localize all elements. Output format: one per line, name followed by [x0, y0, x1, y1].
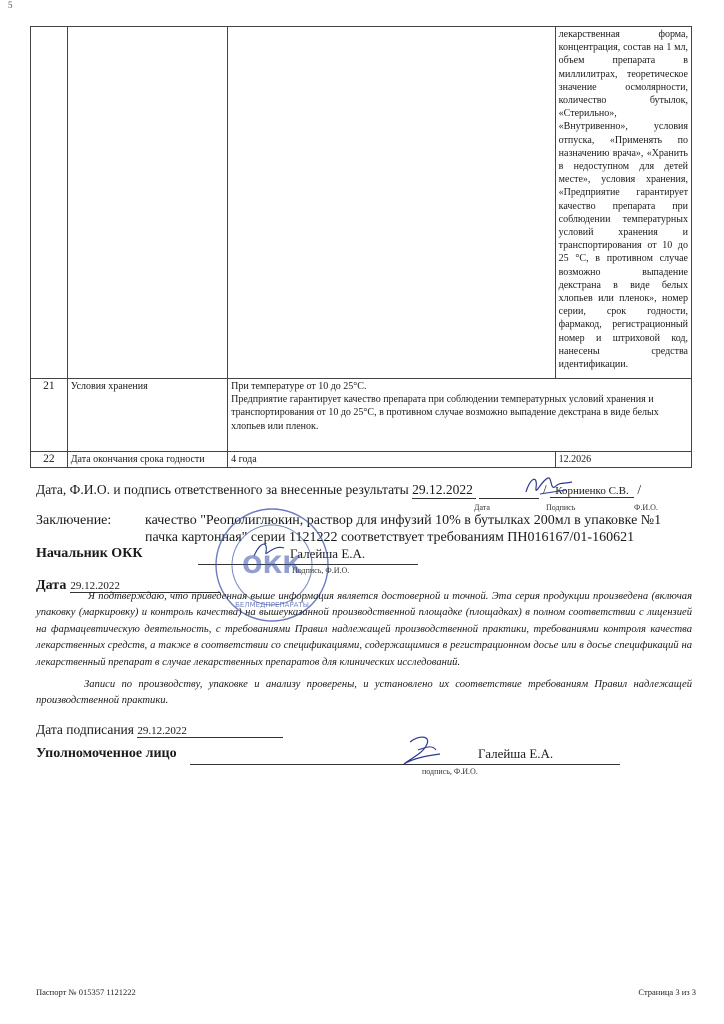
stamp-ring-text: БЕЛМЕДПРЕПАРАТЫ: [235, 601, 309, 609]
responsible-line: [36, 482, 641, 499]
authorized-caption: подпись, Ф.И.О.: [422, 767, 478, 776]
slash: /: [542, 482, 547, 497]
specification-table: [30, 26, 692, 468]
requirement-line: При температуре от 10 до 25°С.: [231, 381, 367, 392]
table-row: [31, 451, 692, 467]
conclusion-block: [36, 512, 676, 546]
row-result: лекарственная форма, концентрация, состав на 1 мл, объем препарата в миллилитрах, теоретическое значение осмолярности, количество бутылок, «Стерильно», «Внутривенно», условия отпуска, «Применять по назначению врача», «Хранить в недоступном для детей месте», условия хранения, «Предприятие гарантирует качество препарата при соблюдении температурных условий хранения и транспортирования от 10 до 25 °С, в противном случае возможно выпадение декстрана в виде белых хлопьев или пленок», номер серии, срок годности, фармакод, регистрационный номер и штриховой код, нанесены средства идентификации.: [555, 27, 691, 379]
caption-fio: Ф.И.О.: [634, 503, 658, 512]
okk-label: Начальник ОКК: [36, 546, 143, 561]
records-paragraph: Записи по производству, упаковке и анализу проверены, и установлено их соответствие требованиям Правил надлежащей производственной практики.: [36, 679, 692, 707]
responsible-label: Дата, Ф.И.О. и подпись ответственного за внесенные результаты: [36, 482, 409, 497]
row-requirement: 4 года: [228, 451, 556, 467]
footer-page: Страница 3 из 3: [638, 987, 696, 997]
date-value: 29.12.2022: [70, 580, 220, 593]
row-name: Условия хранения: [67, 379, 227, 452]
conclusion-text-1: качество "Реополиглюкин, раствор для инфузий 10% в бутылках 200мл в упаковке №1: [145, 513, 662, 528]
signing-label: Дата подписания: [36, 722, 134, 737]
confirmation-paragraph: Я подтверждаю, что приведенная выше информация является достоверной и точной. Эта серия продукции произведена (включая упаковку (маркировку) и контроль качества) на вышеуказанной производственной площадке (площадках) в полном соответствии с лицензией на фармацевтическую деятельность, с требованиями Правил надлежащей производственной практики, требованиями контроля качества лекарственных средств, а также в соответствии со спецификациями, содержащимися в регистрационном досье или в досье спецификаций на лекарственный препарат в случае лекарственных препаратов для клинических исследований.: [36, 591, 692, 668]
table-row: [31, 27, 692, 379]
okk-name: Галейша Е.А.: [290, 546, 366, 561]
requirement-line: Предприятие гарантирует качество препарата при соблюдении температурных условий хранения и транспортирования от 10 до 25°С, в противном случае возможно выпадение декстрана в виде белых хлопьев или пленок.: [231, 394, 659, 432]
caption-sign: Подпись: [546, 503, 576, 512]
responsible-name: Корниенко С.В.: [550, 485, 634, 498]
row-number: 22: [31, 451, 68, 467]
signing-date-block: [36, 722, 283, 738]
conclusion-text-2: пачка картонная" серии 1121222 соответствует требованиям ПН016167/01-160621: [145, 530, 635, 545]
row-result: 12.2026: [555, 451, 691, 467]
signing-value: 29.12.2022: [137, 725, 283, 738]
table-row: [31, 379, 692, 452]
authorized-signature-line: [190, 746, 620, 765]
row-number: [31, 27, 68, 379]
row-name: [67, 27, 227, 379]
responsible-date: 29.12.2022: [412, 482, 476, 499]
okk-caption: Подпись, Ф.И.О.: [292, 566, 350, 575]
row-requirement: [228, 379, 692, 452]
row-requirement: [228, 27, 556, 379]
conclusion-label: Заключение:: [36, 513, 112, 528]
authorized-label: Уполномоченное лицо: [36, 746, 177, 761]
slash: /: [637, 482, 642, 497]
footer-passport: Паспорт № 015357 1121222: [36, 987, 136, 997]
corner-mark: 5: [8, 0, 13, 10]
responsible-signature-line: [479, 482, 539, 499]
row-name: Дата окончания срока годности: [67, 451, 227, 467]
caption-date: Дата: [474, 503, 490, 512]
stamp-center-text: ОКК: [242, 551, 302, 579]
authorized-name: Галейша Е.А.: [478, 746, 554, 761]
row-number: 21: [31, 379, 68, 452]
date-label: Дата: [36, 578, 67, 593]
